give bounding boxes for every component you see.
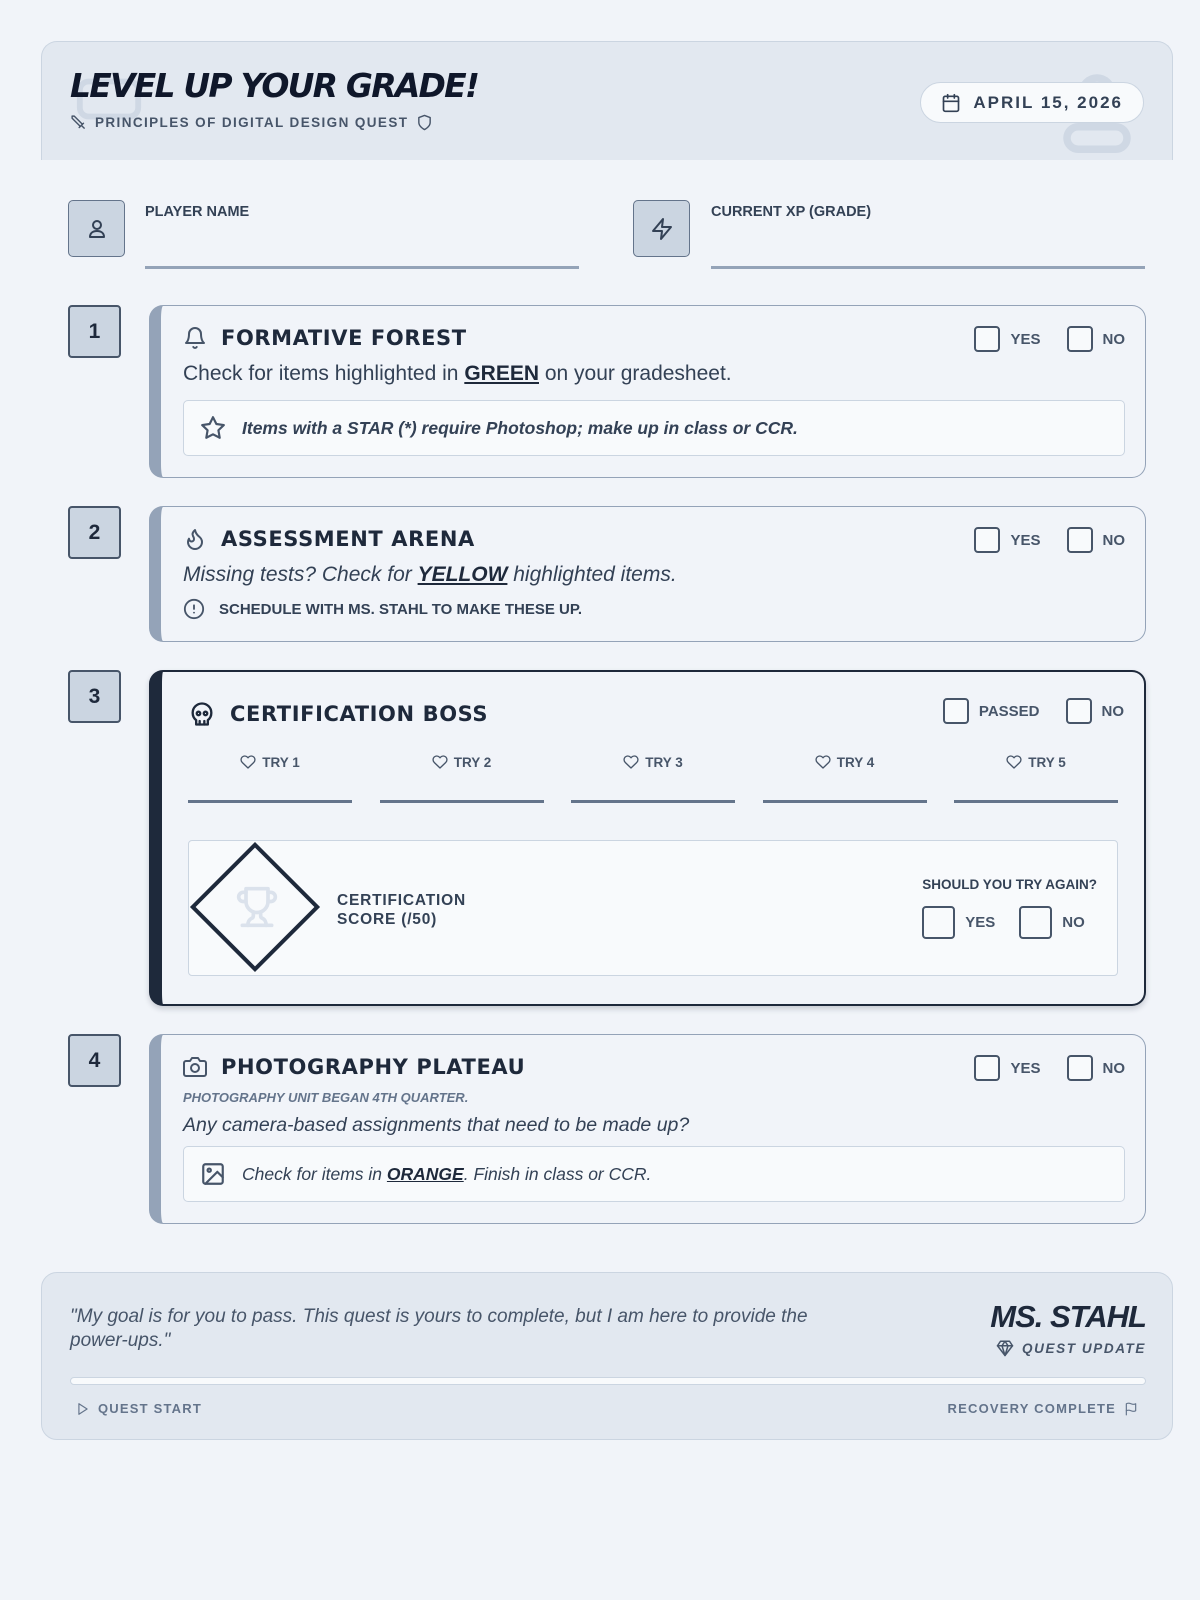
unit-note: PHOTOGRAPHY UNIT BEGAN 4TH QUARTER.: [183, 1090, 469, 1105]
try-text: TRY 3: [645, 754, 683, 770]
try-label: [815, 754, 875, 770]
try-4-score-field[interactable]: [763, 800, 927, 803]
quest-card-formative-forest: [149, 305, 1146, 478]
bell-icon: [183, 326, 207, 350]
checkbox-square[interactable]: [922, 906, 955, 939]
quest-number-3: 3: [68, 670, 121, 723]
xp-label: CURRENT XP (GRADE): [711, 204, 872, 220]
gem-icon: [996, 1339, 1014, 1357]
checkbox-square[interactable]: [1067, 1055, 1093, 1081]
no-label: NO: [1062, 914, 1085, 931]
quest-title: CERTIFICATION BOSS: [230, 702, 489, 726]
try-1-score-field[interactable]: [188, 800, 352, 803]
try-text: TRY 1: [262, 754, 300, 770]
xp-icon-box: [633, 200, 690, 257]
quest-heading: [183, 326, 467, 350]
no-label: NO: [1102, 531, 1125, 549]
sword-icon: [70, 114, 87, 131]
highlight-color: YELLOW: [417, 563, 508, 586]
footer-panel: [41, 1272, 1173, 1440]
quest-description: [183, 362, 732, 386]
note-text: [242, 1164, 651, 1185]
try-slot: [954, 754, 1118, 803]
skull-icon: [188, 700, 216, 728]
quest-title: PHOTOGRAPHY PLATEAU: [221, 1055, 526, 1079]
checkbox-square[interactable]: [1019, 906, 1052, 939]
trophy-icon: [235, 885, 279, 929]
shield-icon: [416, 114, 433, 131]
progress-start-label: QUEST START: [98, 1401, 202, 1416]
page-title: LEVEL UP YOUR GRADE!: [70, 66, 479, 105]
try-2-score-field[interactable]: [380, 800, 544, 803]
star-icon: [200, 415, 226, 441]
flame-icon: [183, 527, 207, 551]
orange-note: [183, 1146, 1125, 1202]
quest-progress-bar: [70, 1377, 1146, 1385]
quest-number-4: 4: [68, 1034, 121, 1087]
teacher-quote: "My goal is for you to pass. This quest is yours to complete, but I am here to provide the power-ups.": [70, 1306, 808, 1351]
quest-description: [183, 563, 677, 587]
camera-icon: [183, 1055, 207, 1079]
teacher-name: MS. STAHL: [990, 1299, 1146, 1334]
desc-text: Missing tests? Check for: [183, 563, 418, 586]
heart-icon: [815, 754, 831, 770]
quest-number-1: 1: [68, 305, 121, 358]
alert-text: SCHEDULE WITH MS. STAHL TO MAKE THESE UP.: [219, 600, 583, 618]
lightning-icon: [650, 217, 674, 241]
course-subtitle: [70, 114, 433, 131]
try-text: TRY 4: [836, 754, 875, 770]
xp-grade-field[interactable]: [711, 266, 1145, 269]
yes-label: YES: [1010, 531, 1041, 549]
player-icon-box: [68, 200, 125, 257]
quest-number-2: 2: [68, 506, 121, 559]
quest-card-certification-boss: [149, 670, 1146, 1006]
cert-label-line: SCORE (/50): [337, 911, 438, 928]
player-name-field[interactable]: [145, 266, 579, 269]
flag-icon: [1124, 1402, 1138, 1416]
heart-icon: [623, 754, 639, 770]
try-slot: [380, 754, 544, 803]
quest-title: ASSESSMENT ARENA: [221, 527, 475, 551]
checkbox-square[interactable]: [1066, 698, 1092, 724]
date-badge: [920, 82, 1144, 123]
yes-label: YES: [965, 914, 996, 931]
try-slot: [188, 754, 352, 803]
quest-checks: [974, 1055, 1125, 1081]
quest-title: FORMATIVE FOREST: [221, 326, 467, 350]
quest-description: Any camera-based assignments that need to be made up?: [183, 1114, 690, 1136]
progress-start: [76, 1401, 202, 1416]
desc-text: highlighted items.: [507, 563, 677, 586]
retry-no-checkbox[interactable]: [1019, 906, 1085, 939]
checkbox-square[interactable]: [1067, 326, 1093, 352]
quest-update-text: QUEST UPDATE: [1022, 1340, 1146, 1356]
yes-label: YES: [1010, 1059, 1041, 1077]
header-banner: [41, 41, 1173, 160]
quest-checks: [974, 326, 1125, 352]
note-part: Check for items in: [242, 1163, 387, 1184]
no-checkbox[interactable]: [1067, 1055, 1126, 1081]
checkbox-square[interactable]: [974, 326, 1000, 352]
yes-checkbox[interactable]: [974, 326, 1040, 352]
quest-heading: [183, 527, 475, 551]
note-text: Items with a STAR (*) require Photoshop; make up in class or CCR.: [242, 417, 798, 438]
retry-question: SHOULD YOU TRY AGAIN?: [922, 877, 1097, 892]
passed-label: PASSED: [978, 702, 1040, 720]
try-3-score-field[interactable]: [571, 800, 735, 803]
no-checkbox[interactable]: [1066, 698, 1125, 724]
checkbox-square[interactable]: [974, 527, 1000, 553]
checkbox-square[interactable]: [943, 698, 969, 724]
try-text: TRY 2: [453, 754, 492, 770]
subtitle-text: PRINCIPLES OF DIGITAL DESIGN QUEST: [95, 115, 409, 130]
highlight-color: GREEN: [464, 362, 539, 385]
try-5-score-field[interactable]: [954, 800, 1118, 803]
quest-card-photography-plateau: [149, 1034, 1146, 1224]
checkbox-square[interactable]: [974, 1055, 1000, 1081]
heart-icon: [1006, 754, 1022, 770]
date-text: APRIL 15, 2026: [973, 92, 1123, 112]
try-label: [240, 754, 300, 770]
heart-icon: [432, 754, 448, 770]
schedule-alert: [183, 598, 582, 620]
quest-heading: [183, 1055, 525, 1079]
no-checkbox[interactable]: [1067, 527, 1126, 553]
progress-end-label: RECOVERY COMPLETE: [947, 1401, 1116, 1416]
checkbox-square[interactable]: [1067, 527, 1093, 553]
cert-label-line: CERTIFICATION: [337, 892, 466, 909]
yes-checkbox[interactable]: [974, 527, 1040, 553]
no-checkbox[interactable]: [1067, 326, 1126, 352]
certification-score-label: [337, 891, 466, 929]
yes-label: YES: [1010, 330, 1041, 348]
desc-text: Check for items highlighted in: [183, 362, 465, 385]
player-name-label: PLAYER NAME: [145, 204, 250, 220]
try-slot: [571, 754, 735, 803]
no-label: NO: [1102, 330, 1125, 348]
no-label: NO: [1102, 1059, 1125, 1077]
quest-checks: [974, 527, 1125, 553]
no-label: NO: [1101, 702, 1124, 720]
note-part: . Finish in class or CCR.: [463, 1163, 652, 1184]
user-icon: [85, 217, 109, 241]
try-slot: [763, 754, 927, 803]
passed-checkbox[interactable]: [943, 698, 1040, 724]
heart-icon: [240, 754, 256, 770]
quest-card-assessment-arena: [149, 506, 1146, 642]
quest-checks: [943, 698, 1124, 724]
try-label: [623, 754, 683, 770]
quest-update-tag: [996, 1339, 1146, 1357]
yes-checkbox[interactable]: [974, 1055, 1040, 1081]
desc-text: on your gradesheet.: [539, 362, 732, 385]
play-icon: [76, 1402, 90, 1416]
certification-score-panel: [188, 840, 1118, 976]
try-text: TRY 5: [1028, 754, 1066, 770]
retry-checks: [922, 906, 1085, 939]
image-icon: [200, 1161, 226, 1187]
attempt-tracker: [188, 754, 1118, 803]
highlight-color: ORANGE: [386, 1163, 464, 1184]
quest-heading: [188, 700, 488, 728]
retry-section: [922, 877, 1097, 939]
progress-end: [948, 1401, 1138, 1416]
try-label: [432, 754, 492, 770]
try-label: [1006, 754, 1066, 770]
calendar-icon: [941, 93, 961, 113]
alert-circle-icon: [183, 598, 205, 620]
star-note: [183, 400, 1125, 456]
retry-yes-checkbox[interactable]: [922, 906, 995, 939]
